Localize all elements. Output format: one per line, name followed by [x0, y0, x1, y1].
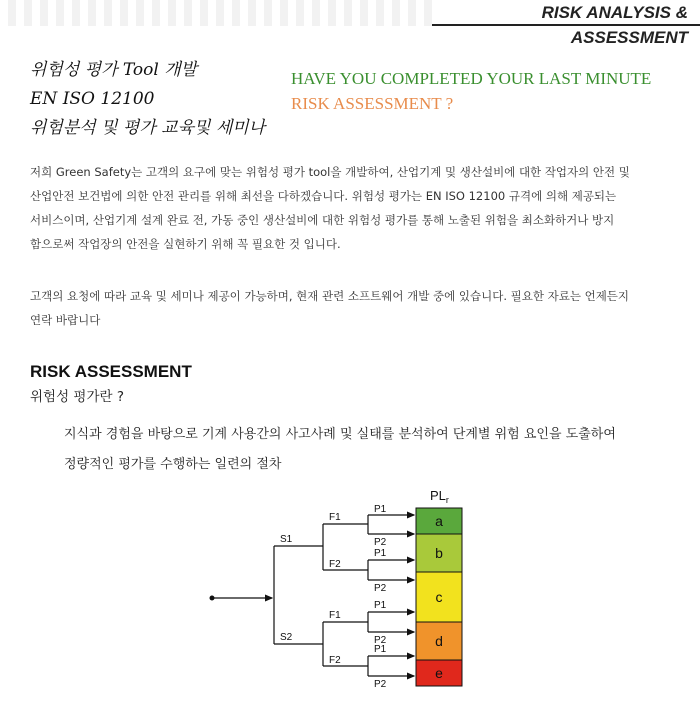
paragraph-line: 고객의 요청에 따라 교육 및 세미나 제공이 가능하며, 현재 관련 소프트웨어 개발 중에 있습니다. 필요한 자료는 언제든지	[30, 289, 630, 303]
f-label: F1	[329, 610, 341, 621]
paragraph-line: 저희 Green Safety는 고객의 요구에 맞는 위험성 평가 tool을 개발하여, 산업기계 및 생산설비에 대한 작업자의 안전 및	[30, 165, 630, 179]
p-label: P1	[374, 548, 387, 559]
section-title: RISK ASSESSMENT	[30, 362, 192, 381]
headline-line-1: HAVE YOU COMPLETED YOUR LAST MINUTE	[291, 69, 652, 88]
pl-label: $PL_r$	[430, 488, 449, 505]
intro-block	[30, 56, 265, 143]
s-label: S2	[280, 632, 293, 643]
risk-graph-svg	[208, 488, 496, 700]
paragraph-line: 함으로써 작업장의 안전을 실현하기 위해 꼭 필요한 것 입니다.	[30, 237, 341, 251]
intro-line: 위험성 평가 Tool 개발	[30, 60, 198, 80]
headline-line-2: RISK ASSESSMENT ?	[291, 94, 454, 113]
paragraph-intro	[30, 160, 670, 256]
intro-line: EN ISO 12100	[30, 89, 155, 109]
p-label: P2	[374, 583, 387, 594]
s-label: S1	[280, 534, 293, 545]
p-label: P2	[374, 679, 387, 690]
definition	[64, 420, 674, 480]
p-label: P2	[374, 635, 387, 646]
section-subtitle: 위험성 평가란 ?	[30, 389, 124, 405]
p-label: P1	[374, 644, 387, 655]
headline	[291, 66, 651, 116]
intro-line: 위험분석 및 평가 교육및 세미나	[30, 118, 266, 138]
pl-level-label: b	[435, 545, 443, 561]
start-dot	[210, 596, 215, 601]
f-label: F2	[329, 655, 341, 666]
paragraph-line: 서비스이며, 산업기계 설계 완료 전, 가동 중인 생산설비에 대한 위험성 평가를 통해 노출된 위험을 최소화하거나 방지	[30, 213, 615, 227]
f-label: F2	[329, 559, 341, 570]
paragraph-line: 연락 바랍니다	[30, 313, 101, 327]
header-title: RISK ANALYSIS & ASSESSMENT	[432, 0, 700, 26]
p-label: P1	[374, 600, 387, 611]
branch-labels	[280, 504, 387, 690]
pl-level-label: e	[435, 665, 443, 681]
p-label: P2	[374, 537, 387, 548]
definition-line: 정량적인 평가를 수행하는 일련의 절차	[64, 457, 282, 472]
pl-level-label: d	[435, 633, 443, 649]
pl-level-label: a	[435, 513, 443, 529]
definition-line: 지식과 경험을 바탕으로 기계 사용간의 사고사례 및 실태를 분석하여 단계별 위험 요인을 도출하여	[64, 427, 616, 442]
paragraph-contact	[30, 284, 670, 332]
risk-graph-diagram	[208, 488, 496, 700]
paragraph-line: 산업안전 보건법에 의한 안전 관리를 위해 최선을 다하겠습니다. 위험성 평가는 EN ISO 12100 규격에 의해 제공되는	[30, 189, 617, 203]
pl-level-label: c	[435, 589, 443, 605]
f-label: F1	[329, 512, 341, 523]
p-label: P1	[374, 504, 387, 515]
